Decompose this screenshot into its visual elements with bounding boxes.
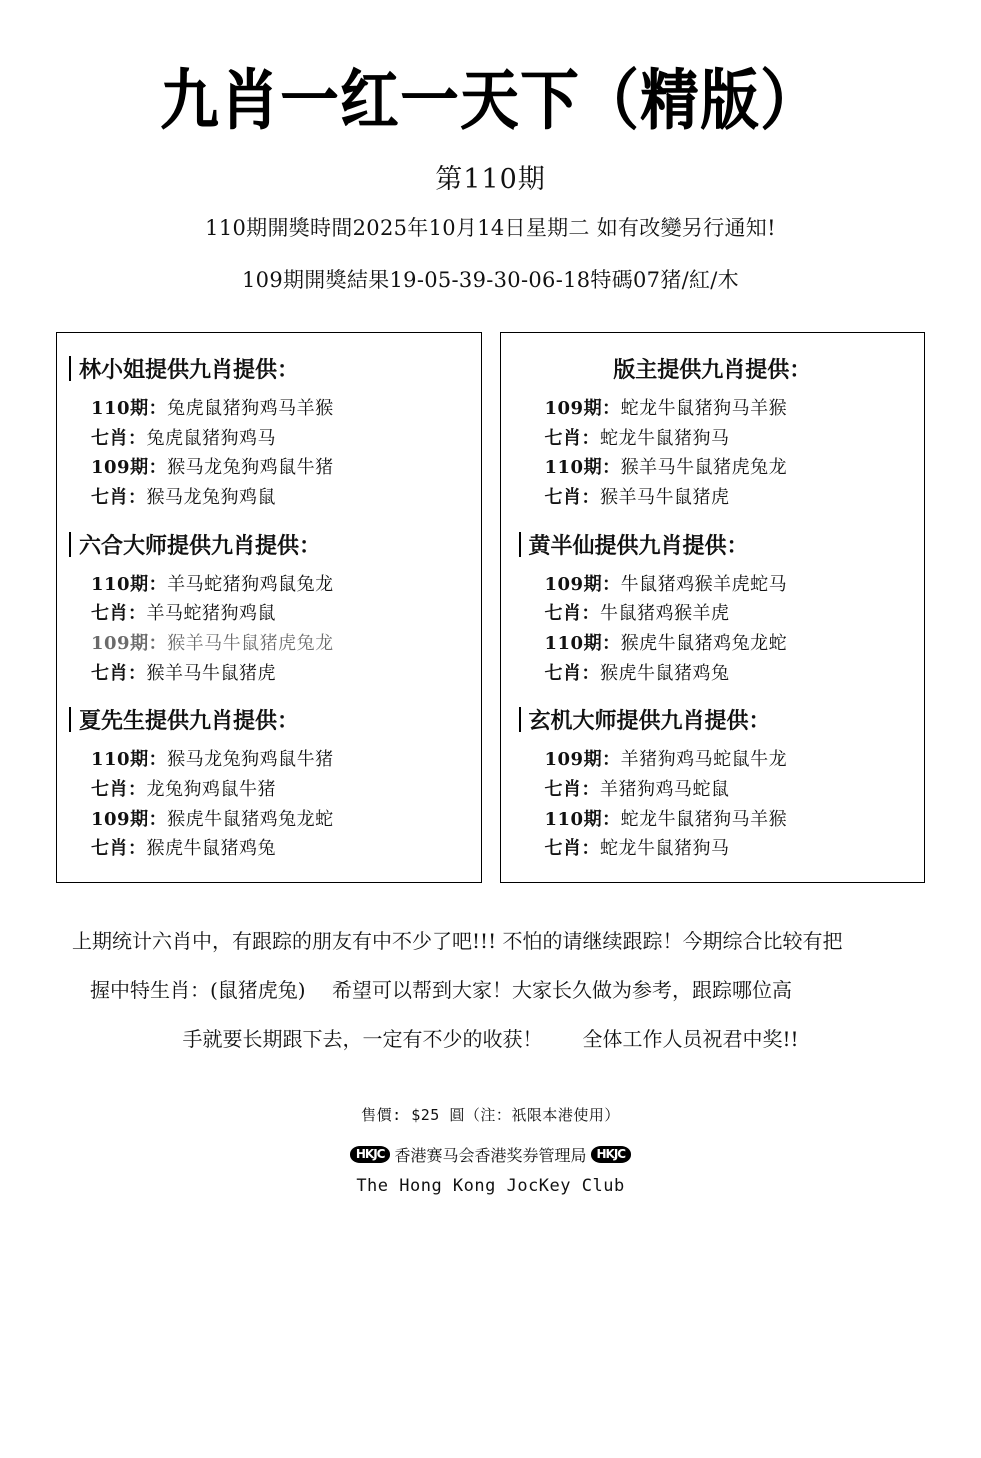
row-value: 猴虎牛鼠猪鸡兔龙蛇 [620, 633, 788, 655]
forecast-row [511, 570, 915, 600]
forecast-row [511, 453, 915, 483]
forecast-columns [0, 332, 981, 883]
commentary-line-2: 握中特生肖：(鼠猪虎兔) 希望可以帮到大家！大家长久做为参考，跟踪哪位高 [90, 978, 792, 1003]
row-label: 109期： [544, 573, 621, 595]
row-value: 蛇龙牛鼠猪狗马羊猴 [620, 808, 788, 830]
forecast-row [511, 394, 915, 424]
price-note: 售價: $25 圓（注：祇限本港使用） [361, 1106, 620, 1125]
row-label: 七肖： [544, 838, 600, 860]
row-value: 猴马龙兔狗鸡鼠 [146, 486, 276, 508]
block-title: 林小姐提供九肖提供： [67, 353, 471, 384]
organization-name-en: The Hong Kong JocKey Club [356, 1176, 625, 1197]
hkjc-logo-icon: HKJC [350, 1146, 391, 1163]
forecast-block [511, 353, 915, 513]
row-value: 羊马蛇猪狗鸡鼠 [146, 603, 276, 625]
row-label: 110期： [544, 633, 621, 655]
row-value: 羊猪狗鸡马蛇鼠 [600, 779, 730, 801]
row-label: 七肖： [544, 486, 600, 508]
block-title: 黄半仙提供九肖提供： [511, 529, 915, 560]
row-label: 七肖： [91, 486, 147, 508]
row-label: 109期： [544, 749, 621, 771]
row-label: 七肖： [544, 779, 600, 801]
row-value: 羊马蛇猪狗鸡鼠兔龙 [167, 573, 334, 595]
row-label: 109期： [91, 633, 168, 655]
block-title: 玄机大师提供九肖提供： [511, 704, 915, 735]
forecast-row [67, 599, 471, 629]
row-value: 羊猪狗鸡马蛇鼠牛龙 [620, 749, 788, 771]
row-label: 109期： [544, 397, 621, 419]
page-title: 九肖一红一天下（精版） [160, 61, 821, 139]
forecast-row [67, 775, 471, 805]
row-label: 七肖： [91, 427, 147, 449]
row-value: 兔虎鼠猪狗鸡马羊猴 [167, 397, 334, 419]
row-value: 蛇龙牛鼠猪狗马羊猴 [620, 397, 788, 419]
forecast-row [511, 659, 915, 689]
commentary-line-3: 手就要长期跟下去，一定有不少的收获！ 全体工作人员祝君中奖!! [182, 1027, 799, 1052]
forecast-block [67, 353, 471, 513]
forecast-row [511, 629, 915, 659]
row-label: 109期： [91, 457, 168, 479]
row-value: 猴马龙兔狗鸡鼠牛猪 [167, 749, 334, 771]
row-value: 猴羊马牛鼠猪虎兔龙 [620, 457, 788, 479]
forecast-row [511, 599, 915, 629]
right-forecast-column [500, 332, 926, 883]
forecast-row [67, 570, 471, 600]
forecast-row [67, 659, 471, 689]
forecast-block [511, 704, 915, 864]
forecast-block [67, 704, 471, 864]
lottery-poster-page [0, 61, 981, 1458]
forecast-row [67, 629, 471, 659]
forecast-row [511, 424, 915, 454]
row-label: 七肖： [544, 603, 600, 625]
forecast-row [67, 394, 471, 424]
forecast-row [67, 483, 471, 513]
forecast-row [511, 805, 915, 835]
forecast-row [67, 453, 471, 483]
last-result-text: 109期開獎結果19-05-39-30-06-18特碼07猪/紅/木 [242, 267, 739, 292]
row-label: 七肖： [544, 662, 600, 684]
row-label: 110期： [91, 573, 168, 595]
forecast-row [67, 805, 471, 835]
organization-line [0, 1143, 981, 1166]
hkjc-logo-icon: HKJC [591, 1146, 632, 1163]
row-label: 七肖： [91, 779, 147, 801]
row-value: 猴羊马牛鼠猪虎 [146, 662, 276, 684]
organization-name: 香港赛马会香港奖券管理局 [394, 1146, 587, 1166]
row-label: 109期： [91, 808, 168, 830]
forecast-row [511, 834, 915, 864]
forecast-row [511, 745, 915, 775]
left-forecast-column [56, 332, 482, 883]
block-title: 夏先生提供九肖提供： [67, 704, 471, 735]
row-label: 110期： [91, 749, 168, 771]
row-label: 七肖： [91, 838, 147, 860]
issue-label: 第110期 [435, 163, 546, 195]
block-title: 版主提供九肖提供： [613, 356, 812, 383]
forecast-row [67, 745, 471, 775]
commentary-paragraph [72, 917, 909, 1064]
row-value: 猴虎牛鼠猪鸡兔 [146, 838, 276, 860]
row-label: 七肖： [91, 662, 147, 684]
row-value: 猴马龙兔狗鸡鼠牛猪 [167, 457, 334, 479]
row-value: 蛇龙牛鼠猪狗马 [600, 838, 730, 860]
row-value: 猴羊马牛鼠猪虎 [600, 486, 730, 508]
row-value: 牛鼠猪鸡猴羊虎蛇马 [620, 573, 788, 595]
row-value: 兔虎鼠猪狗鸡马 [146, 427, 276, 449]
row-value: 蛇龙牛鼠猪狗马 [600, 427, 730, 449]
row-label: 七肖： [91, 603, 147, 625]
forecast-row [511, 483, 915, 513]
row-value: 猴羊马牛鼠猪虎兔龙 [167, 633, 334, 655]
row-label: 110期： [91, 397, 168, 419]
draw-time-text: 110期開獎時間2025年10月14日星期二 如有改變另行通知! [205, 215, 776, 240]
row-label: 110期： [544, 457, 621, 479]
row-value: 龙兔狗鸡鼠牛猪 [146, 779, 276, 801]
forecast-block [67, 529, 471, 689]
commentary-line-1: 上期统计六肖中，有跟踪的朋友有中不少了吧!!! 不怕的请继续跟踪！今期综合比较有把 [72, 929, 843, 954]
row-value: 猴虎牛鼠猪鸡兔 [600, 662, 730, 684]
forecast-row [511, 775, 915, 805]
forecast-block [511, 529, 915, 689]
row-value: 牛鼠猪鸡猴羊虎 [600, 603, 730, 625]
row-label: 110期： [544, 808, 621, 830]
block-title: 六合大师提供九肖提供： [67, 529, 471, 560]
row-label: 七肖： [544, 427, 600, 449]
forecast-row [67, 834, 471, 864]
forecast-row [67, 424, 471, 454]
row-value: 猴虎牛鼠猪鸡兔龙蛇 [167, 808, 334, 830]
